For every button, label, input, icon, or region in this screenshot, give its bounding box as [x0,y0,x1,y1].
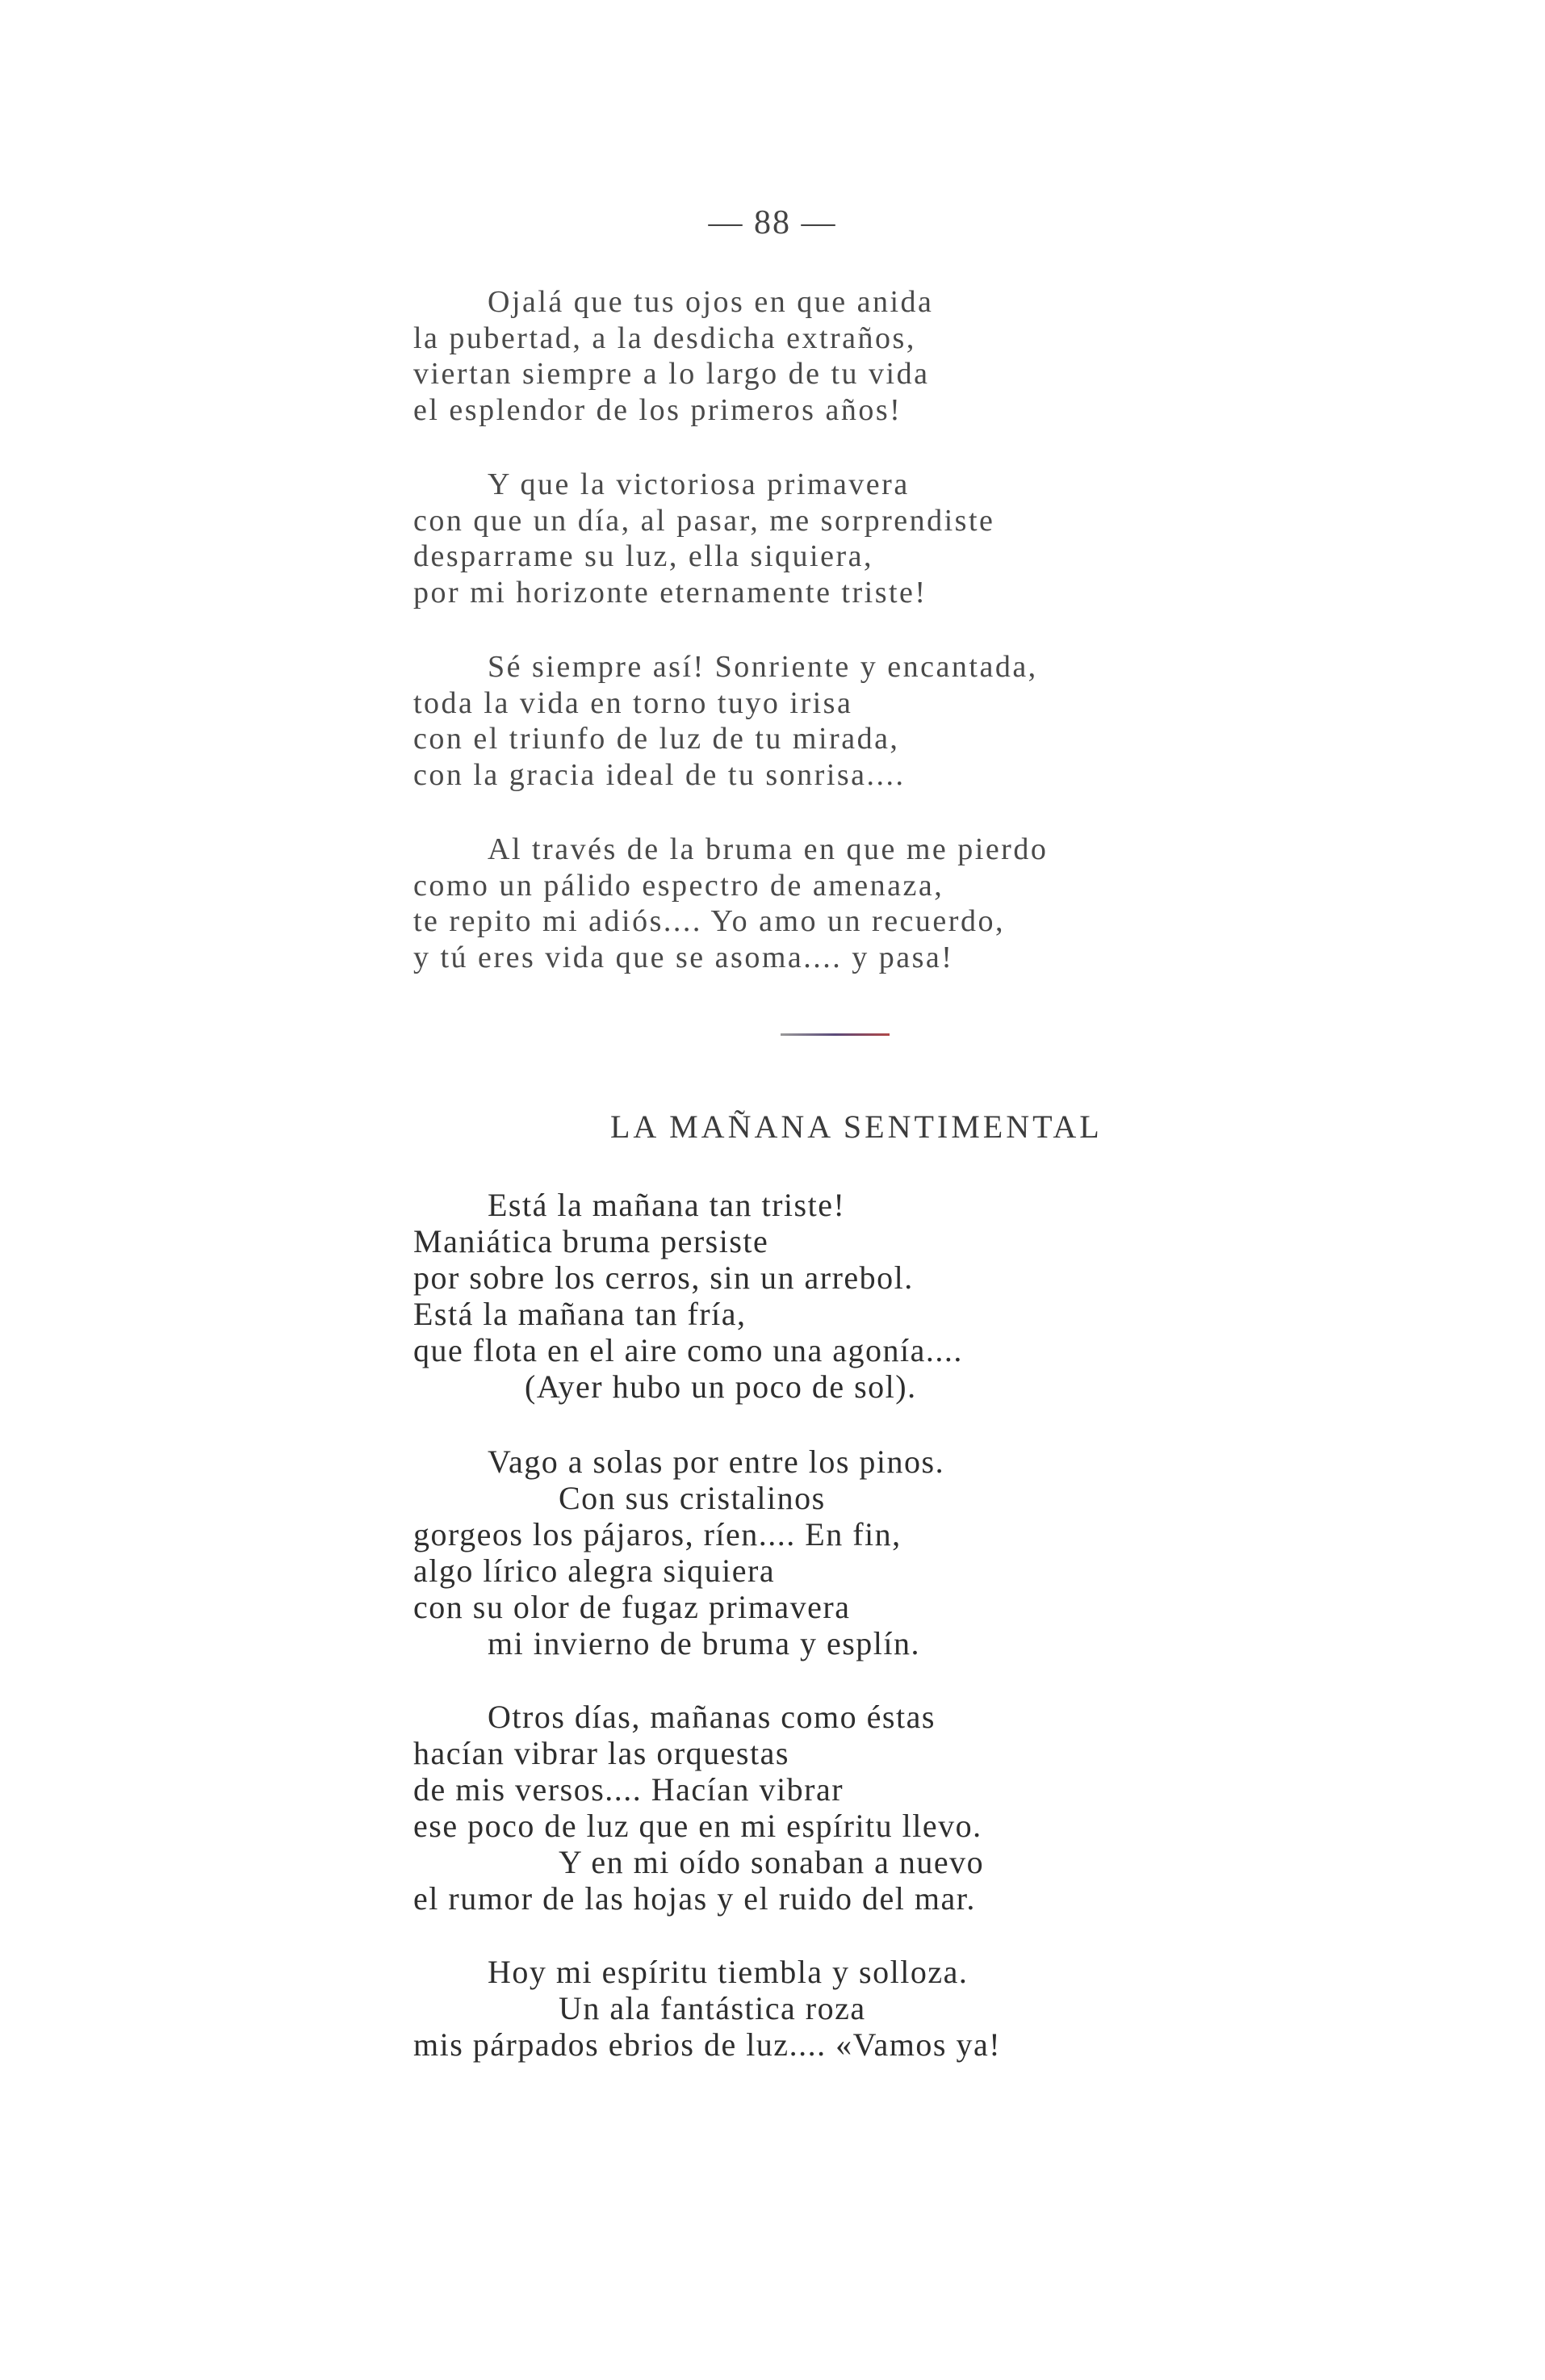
poem-1-stanza-2 [413,467,994,610]
poem-1-stanza-4 [413,832,1048,975]
poem-line: (Ayer hubo un poco de sol). [525,1368,917,1405]
poem-line: Con sus cristalinos [559,1480,826,1516]
poem-line: por sobre los cerros, sin un arrebol. [413,1259,914,1296]
poem-line: con el triunfo de luz de tu mirada, [413,722,900,756]
poem-line: Vago a solas por entre los pinos. [488,1444,945,1480]
poem-line: con que un día, al pasar, me sorprendiste [413,503,995,538]
poem-line: que flota en el aire como una agonía.... [413,1332,963,1368]
poem-line: Ojalá que tus ojos en que anida [488,285,934,319]
poem-1-stanza-1 [413,284,933,428]
poem-line: la pubertad, a la desdicha extraños, [413,321,916,355]
poem-line: Está la mañana tan triste! [488,1187,846,1223]
poem-line: desparrame su luz, ella siquiera, [413,539,873,573]
poem-2-stanza-2 [413,1444,944,1661]
poem-line: Y en mi oído sonaban a nuevo [559,1844,985,1880]
poem-line: con la gracia ideal de tu sonrisa.... [413,757,906,792]
section-title: LA MAÑANA SENTIMENTAL [610,1108,1103,1145]
poem-line: toda la vida en torno tuyo irisa [413,685,853,720]
poem-line: algo lírico alegra siquiera [413,1552,776,1589]
poem-line: Hoy mi espíritu tiembla y solloza. [488,1954,969,1990]
poem-line: Y que la victoriosa primavera [488,467,910,501]
poem-2-stanza-4 [413,1954,1001,2063]
poem-line: Otros días, mañanas como éstas [488,1699,936,1735]
poem-2-stanza-3 [413,1699,984,1917]
poem-line: el esplendor de los primeros años! [413,392,902,427]
poem-1-stanza-3 [413,649,1038,793]
poem-line: y tú eres vida que se asoma.... y pasa! [413,940,954,974]
poem-line: Al través de la bruma en que me pierdo [488,832,1049,866]
poem-line: Un ala fantástica roza [559,1990,866,2026]
poem-line: como un pálido espectro de amenaza, [413,868,944,903]
poem-line: viertan siempre a lo largo de tu vida [413,357,930,391]
poem-line: con su olor de fugaz primavera [413,1589,851,1625]
poem-line: Está la mañana tan fría, [413,1296,747,1332]
poem-line: gorgeos los pájaros, ríen.... En fin, [413,1516,902,1552]
poem-line: te repito mi adiós.... Yo amo un recuerdo, [413,904,1005,938]
poem-line: mi invierno de bruma y esplín. [488,1625,921,1661]
section-divider [781,1033,890,1036]
poem-line: Sé siempre así! Sonriente y encantada, [488,650,1038,684]
poem-line: el rumor de las hojas y el ruido del mar. [413,1880,976,1917]
poem-line: mis párpados ebrios de luz.... «Vamos ya! [413,2026,1002,2063]
poem-2-stanza-1 [413,1187,963,1405]
poem-line: ese poco de luz que en mi espíritu llevo. [413,1808,982,1844]
poem-line: de mis versos.... Hacían vibrar [413,1771,844,1808]
poem-line: hacían vibrar las orquestas [413,1735,789,1771]
poem-line: Maniática bruma persiste [413,1223,769,1259]
page-number: — 88 — [708,204,837,241]
poem-line: por mi horizonte eternamente triste! [413,575,927,610]
